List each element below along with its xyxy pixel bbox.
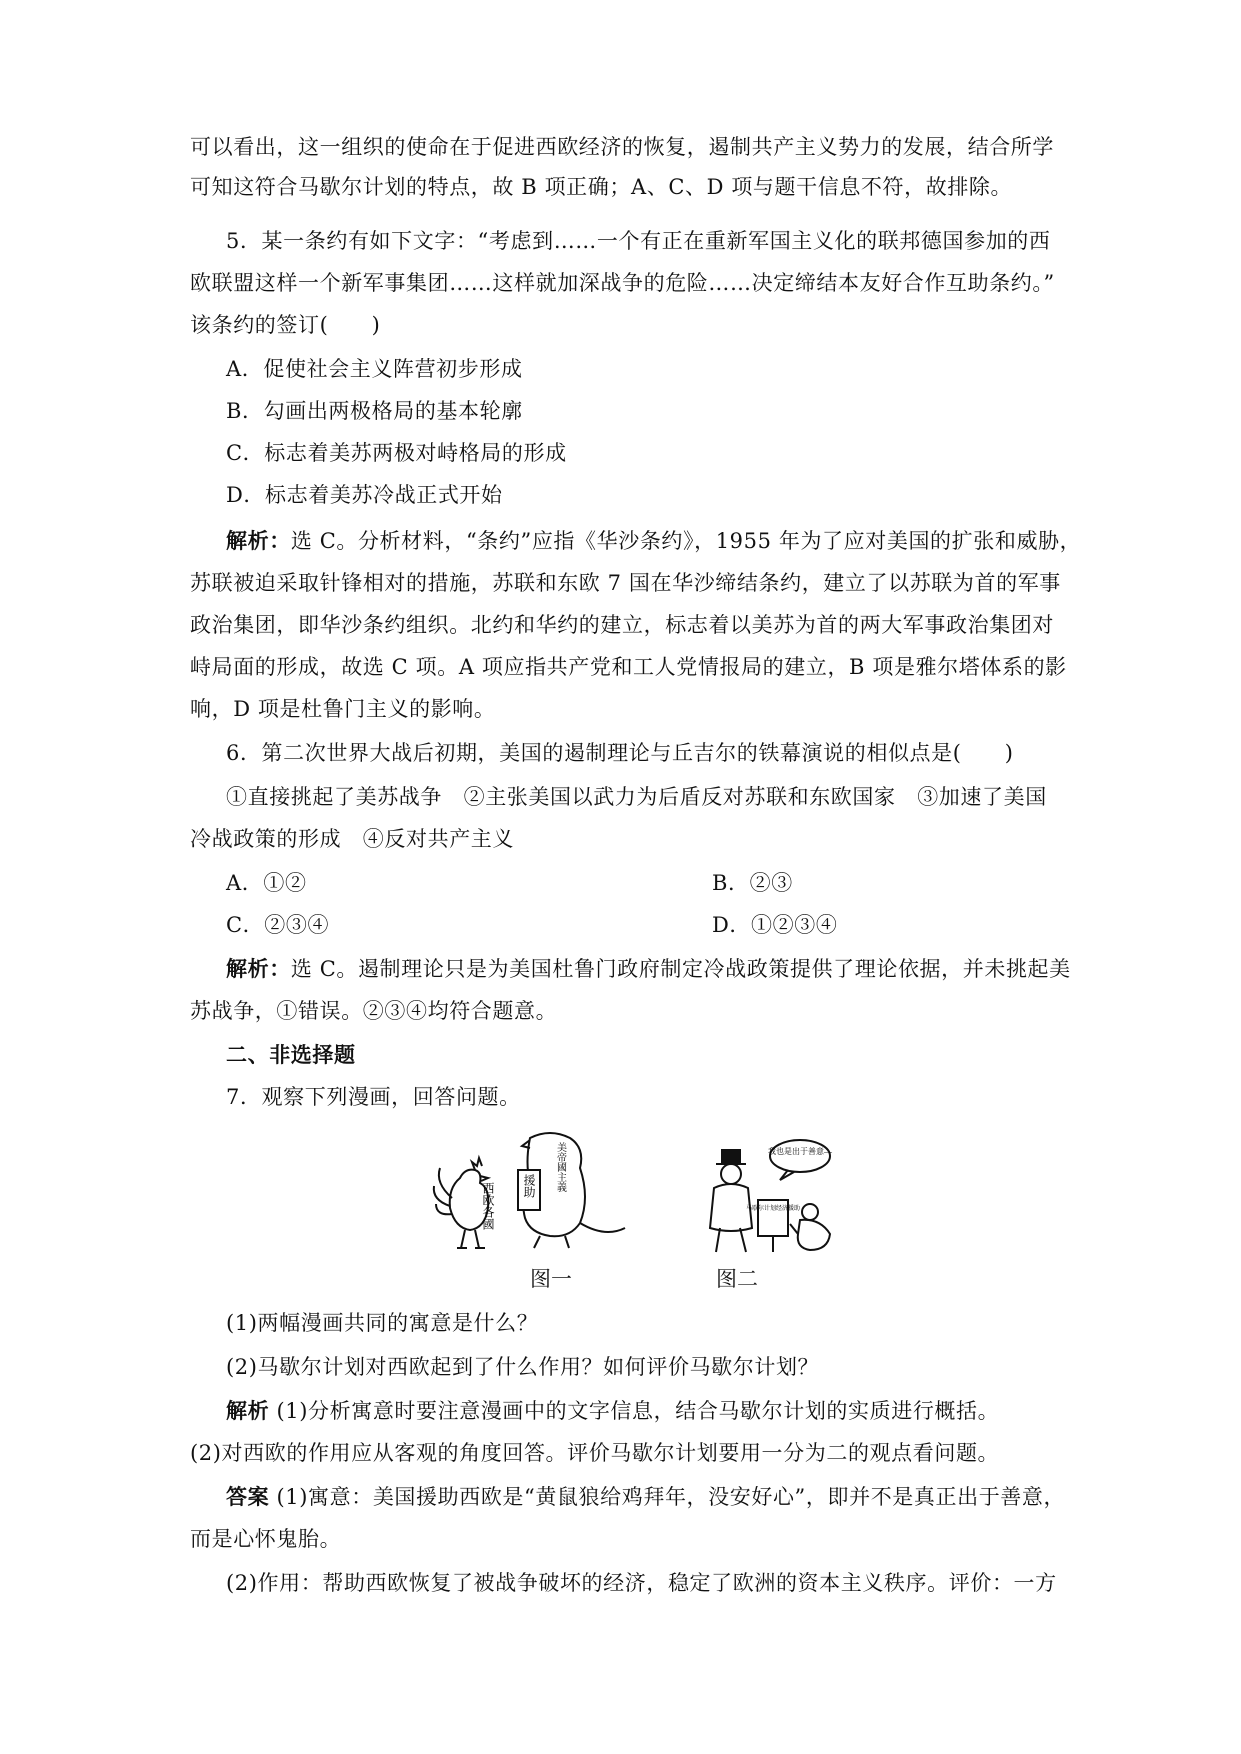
q6-option-a: A．①② xyxy=(226,871,307,895)
marshall-box-label: 马歇尔计划经济援助 xyxy=(745,1206,801,1212)
question-5-stem: 5．某一条约有如下文字：“考虑到……一个有正在重新军国主义化的联邦德国参加的西 xyxy=(226,229,1051,253)
analysis-label: 解析 xyxy=(226,1398,270,1423)
q5-option-d: D．标志着美苏冷战正式开始 xyxy=(226,483,503,507)
text-line: 苏战争，①错误。②③④均符合题意。 xyxy=(190,999,558,1023)
hen-label: 西欧各國 xyxy=(481,1182,495,1230)
text-line: 响，D 项是杜鲁门主义的影响。 xyxy=(190,697,496,721)
text-line: (2)对西欧的作用应从客观的角度回答。评价马歇尔计划要用一分为二的观点看问题。 xyxy=(190,1441,1000,1465)
question-7-part-1: (1)两幅漫画共同的寓意是什么？ xyxy=(226,1311,539,1335)
text-line: 可以看出，这一组织的使命在于促进西欧经济的恢复，遏制共产主义势力的发展，结合所学 xyxy=(190,135,1054,159)
q5-option-b: B．勾画出两极格局的基本轮廓 xyxy=(226,399,523,423)
q6-option-b: B．②③ xyxy=(712,871,793,895)
text-line: 苏联被迫采取针锋相对的措施，苏联和东欧 7 国在华沙缔结条约，建立了以苏联为首的军事 xyxy=(190,571,1061,595)
text-line: 可知这符合马歇尔计划的特点，故 B 项正确；A、C、D 项与题干信息不符，故排除。 xyxy=(190,175,1013,199)
analysis-label: 解析： xyxy=(226,956,291,981)
analysis-q6: 解析：选 C。遏制理论只是为美国杜鲁门政府制定冷战政策提供了理论依据，并未挑起美 xyxy=(226,956,1071,981)
analysis-q7: 解析 (1)分析寓意时要注意漫画中的文字信息，结合马歇尔计划的实质进行概括。 xyxy=(226,1398,1000,1423)
weasel-label: 美帝國主義 xyxy=(554,1142,566,1192)
text-line: (2)作用：帮助西欧恢复了被战争破坏的经济，稳定了欧洲的资本主义秩序。评价：一方 xyxy=(226,1571,1057,1595)
figure-2-caption: 图二 xyxy=(716,1267,758,1291)
question-6-stem: 6．第二次世界大战后初期，美国的遏制理论与丘吉尔的铁幕演说的相似点是( ) xyxy=(226,741,1014,765)
analysis-label: 解析： xyxy=(226,528,291,553)
speech-text: 我也是出于善意— xyxy=(768,1147,832,1156)
text-line: 峙局面的形成，故选 C 项。A 项应指共产党和工人党情报局的建立，B 项是雅尔塔体系的影 xyxy=(190,655,1067,679)
question-7-part-2: (2)马歇尔计划对西欧起到了什么作用？如何评价马歇尔计划？ xyxy=(226,1355,820,1379)
q6-option-c: C．②③④ xyxy=(226,913,330,937)
q6-option-d: D．①②③④ xyxy=(712,913,838,937)
aid-sign-label: 援助 xyxy=(522,1174,536,1198)
question-7-stem: 7．观察下列漫画，回答问题。 xyxy=(226,1085,521,1109)
answer-label: 答案 xyxy=(226,1484,270,1509)
cartoon-figure-1 xyxy=(430,1128,630,1258)
text-line: ①直接挑起了美苏战争 ②主张美国以武力为后盾反对苏联和东欧国家 ③加速了美国 xyxy=(226,785,1047,809)
text-line: 该条约的签订( ) xyxy=(190,313,381,337)
analysis-q5: 解析：选 C。分析材料，“条约”应指《华沙条约》，1955 年为了应对美国的扩张和威胁， xyxy=(226,528,1082,553)
section-heading: 二、非选择题 xyxy=(226,1042,356,1067)
text-line: 政治集团，即华沙条约组织。北约和华约的建立，标志着以美苏为首的两大军事政治集团对 xyxy=(190,613,1054,637)
cartoon-figure-2 xyxy=(700,1138,850,1258)
q5-option-c: C．标志着美苏两极对峙格局的形成 xyxy=(226,441,567,465)
text-line: 而是心怀鬼胎。 xyxy=(190,1527,342,1551)
text-line: 欧联盟这样一个新军事集团……这样就加深战争的危险……决定缔结本友好合作互助条约。” xyxy=(190,271,1055,295)
answer-q7: 答案 (1)寓意：美国援助西欧是“黄鼠狼给鸡拜年，没安好心”，即并不是真正出于善意， xyxy=(226,1484,1066,1509)
figure-1-caption: 图一 xyxy=(530,1267,572,1291)
q5-option-a: A．促使社会主义阵营初步形成 xyxy=(226,357,523,381)
text-line: 冷战政策的形成 ④反对共产主义 xyxy=(190,827,514,851)
